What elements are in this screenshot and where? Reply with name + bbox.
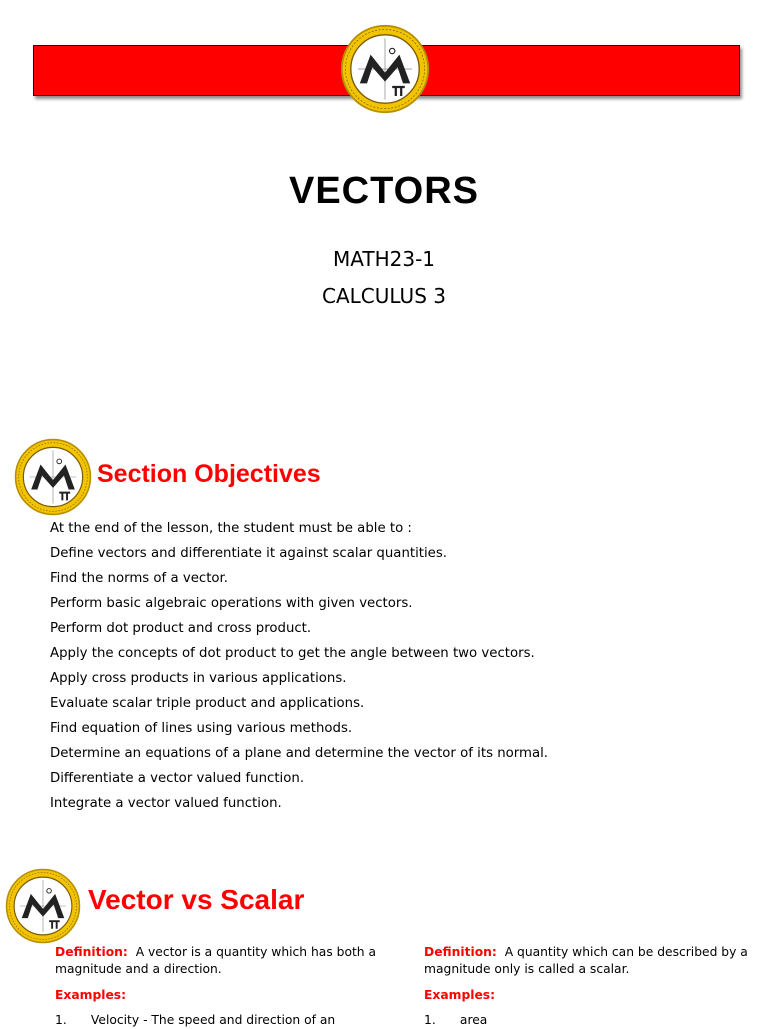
list-item: Differentiate a vector valued function.	[50, 771, 305, 786]
list-item: Apply cross products in various applications.	[50, 671, 347, 686]
definition-label: Definition:	[424, 945, 497, 959]
list-item: Evaluate scalar triple product and applications.	[50, 696, 365, 711]
section-objectives-heading: Section Objectives	[97, 460, 321, 488]
example-number: 1.	[424, 1013, 436, 1027]
slide-title: VECTORS	[288, 170, 479, 212]
examples-label: Examples:	[55, 988, 127, 1002]
objectives-list	[50, 518, 548, 818]
list-item: Determine an equations of a plane and determine the vector of its normal.	[50, 746, 549, 761]
definition-text: A vector is a quantity which has both a magnitude and a direction.	[55, 945, 377, 976]
list-item: At the end of the lesson, the student must be able to :	[50, 521, 412, 536]
definition-text: A quantity which can be described by a magnitude only is called a scalar.	[424, 945, 748, 976]
vector-column	[55, 944, 387, 1029]
scalar-definition	[424, 944, 756, 978]
course-code: MATH23-1	[332, 247, 436, 271]
list-item: Find the norms of a vector.	[50, 571, 229, 586]
list-item: Integrate a vector valued function.	[50, 796, 282, 811]
list-item: Define vectors and differentiate it against scalar quantities.	[50, 546, 448, 561]
list-item	[424, 1012, 756, 1029]
department-seal-icon	[5, 868, 81, 944]
example-number: 1.	[55, 1013, 67, 1027]
department-seal-icon	[340, 24, 430, 114]
example-text: Velocity - The speed and direction of an	[90, 1013, 336, 1027]
title-slide	[0, 0, 768, 400]
example-text: area	[459, 1013, 488, 1027]
examples-label: Examples:	[424, 988, 496, 1002]
course-name: CALCULUS 3	[322, 284, 446, 308]
list-item: Perform basic algebraic operations with given vectors.	[50, 596, 413, 611]
definition-label: Definition:	[55, 945, 128, 959]
vector-vs-scalar-heading: Vector vs Scalar	[88, 884, 305, 915]
scalar-column	[424, 944, 756, 1029]
list-item	[55, 1012, 387, 1029]
vector-definition	[55, 944, 387, 978]
list-item: Perform dot product and cross product.	[50, 621, 312, 636]
list-item: Find equation of lines using various methods.	[50, 721, 353, 736]
department-seal-icon	[14, 438, 92, 516]
list-item: Apply the concepts of dot product to get the angle between two vectors.	[50, 646, 535, 661]
